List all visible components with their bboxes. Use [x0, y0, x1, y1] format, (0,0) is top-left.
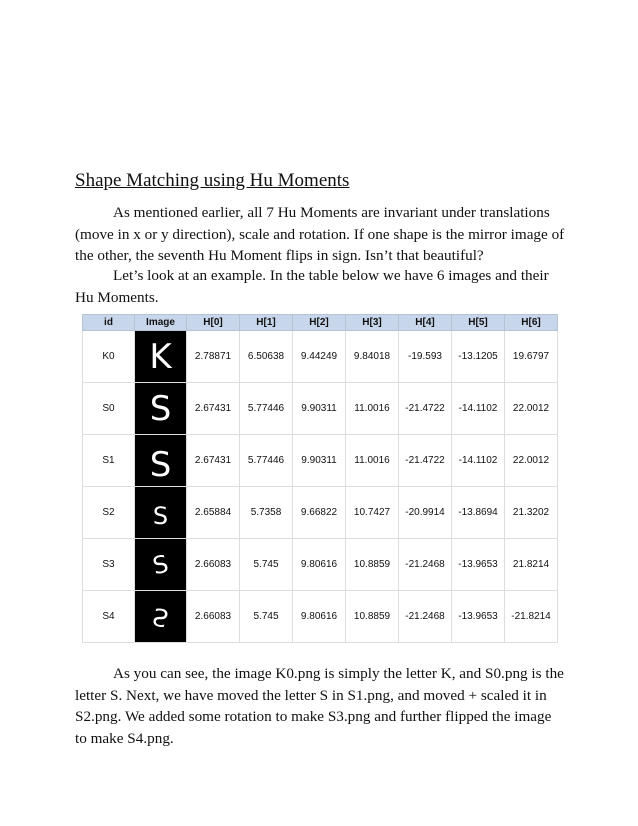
cell-h4: -20.9914	[399, 487, 452, 539]
cell-h5: -13.9653	[452, 591, 505, 643]
letter-image	[135, 487, 187, 539]
cell-h3: 10.7427	[346, 487, 399, 539]
cell-h1: 5.7358	[240, 487, 293, 539]
intro-paragraph: As mentioned earlier, all 7 Hu Moments are invariant under translations (move in x or y direction), scale and rotation. If one shape is the mirror image of the other, the seventh Hu Moment flips in sign. Isn’t that beautiful?	[75, 204, 565, 264]
cell-h3: 10.8859	[346, 539, 399, 591]
cell-h6: 21.8214	[505, 539, 558, 591]
section-heading: Shape Matching using Hu Moments	[75, 170, 350, 191]
cell-h1: 6.50638	[240, 331, 293, 383]
cell-h2: 9.90311	[293, 435, 346, 487]
cell-h2: 9.66822	[293, 487, 346, 539]
cell-h5: -13.9653	[452, 539, 505, 591]
cell-h1: 5.77446	[240, 435, 293, 487]
header-h2: H[2]	[293, 315, 346, 331]
header-h6: H[6]	[505, 315, 558, 331]
conclusion-paragraph: As you can see, the image K0.png is simply the letter K, and S0.png is the letter S. Next, we have moved the letter S in S1.png, and moved + scaled it in S2.png. We added some rotation to make S3.png and further flipped the image to make S4.png.	[75, 665, 564, 747]
cell-h2: 9.80616	[293, 591, 346, 643]
cell-h0: 2.66083	[187, 539, 240, 591]
table-row	[83, 435, 558, 487]
header-id: id	[83, 315, 135, 331]
example-paragraph: Let’s look at an example. In the table below we have 6 images and their Hu Moments.	[75, 267, 549, 306]
cell-h3: 10.8859	[346, 591, 399, 643]
cell-h4: -21.4722	[399, 435, 452, 487]
letter-image	[135, 383, 187, 435]
table-row	[83, 383, 558, 435]
cell-h2: 9.44249	[293, 331, 346, 383]
cell-h3: 11.0016	[346, 435, 399, 487]
cell-h0: 2.67431	[187, 435, 240, 487]
cell-h5: -14.1102	[452, 383, 505, 435]
cell-h0: 2.65884	[187, 487, 240, 539]
header-h1: H[1]	[240, 315, 293, 331]
header-image: Image	[135, 315, 187, 331]
row-id: K0	[83, 331, 135, 383]
header-h5: H[5]	[452, 315, 505, 331]
cell-h6: 22.0012	[505, 435, 558, 487]
table-row	[83, 331, 558, 383]
table-row	[83, 487, 558, 539]
hu-moments-table	[82, 314, 558, 643]
cell-h0: 2.66083	[187, 591, 240, 643]
letter-image	[135, 539, 187, 591]
letter-glyph: S	[150, 549, 171, 580]
letter-image	[135, 331, 187, 383]
cell-h3: 9.84018	[346, 331, 399, 383]
header-h3: H[3]	[346, 315, 399, 331]
letter-glyph: S	[152, 501, 169, 530]
cell-h4: -21.4722	[399, 383, 452, 435]
cell-h5: -13.8694	[452, 487, 505, 539]
cell-h2: 9.80616	[293, 539, 346, 591]
cell-h6: 21.3202	[505, 487, 558, 539]
cell-h0: 2.78871	[187, 331, 240, 383]
cell-h1: 5.745	[240, 539, 293, 591]
row-id: S3	[83, 539, 135, 591]
row-id: S2	[83, 487, 135, 539]
header-h0: H[0]	[187, 315, 240, 331]
cell-h3: 11.0016	[346, 383, 399, 435]
letter-image	[135, 591, 187, 643]
letter-glyph: S	[150, 601, 171, 632]
cell-h1: 5.745	[240, 591, 293, 643]
row-id: S0	[83, 383, 135, 435]
table-row	[83, 591, 558, 643]
row-id: S4	[83, 591, 135, 643]
header-h4: H[4]	[399, 315, 452, 331]
table-row	[83, 539, 558, 591]
cell-h6: -21.8214	[505, 591, 558, 643]
cell-h6: 19.6797	[505, 331, 558, 383]
cell-h1: 5.77446	[240, 383, 293, 435]
cell-h6: 22.0012	[505, 383, 558, 435]
cell-h4: -21.2468	[399, 591, 452, 643]
cell-h5: -14.1102	[452, 435, 505, 487]
letter-glyph: S	[149, 388, 172, 429]
letter-image	[135, 435, 187, 487]
letter-glyph: K	[149, 336, 172, 377]
cell-h4: -21.2468	[399, 539, 452, 591]
table-header-row	[83, 315, 558, 331]
cell-h4: -19.593	[399, 331, 452, 383]
cell-h0: 2.67431	[187, 383, 240, 435]
row-id: S1	[83, 435, 135, 487]
cell-h2: 9.90311	[293, 383, 346, 435]
cell-h5: -13.1205	[452, 331, 505, 383]
letter-glyph: S	[149, 444, 172, 485]
